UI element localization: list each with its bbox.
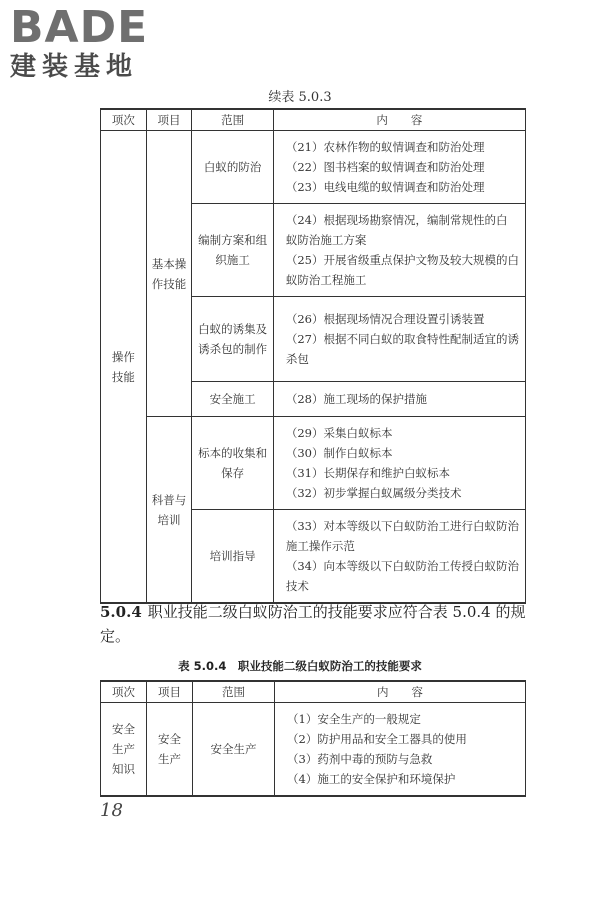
- label-line: 操作: [111, 349, 135, 364]
- content-line: （29）采集白蚁标本: [285, 426, 393, 440]
- content-cell: [273, 204, 525, 297]
- content-cell: [273, 417, 525, 510]
- content-line: （3）药剂中毒的预防与急救: [287, 752, 433, 766]
- content-line: （4）施工的安全保护和环境保护: [287, 772, 456, 786]
- range-cell: 编制方案和组织施工: [192, 204, 273, 297]
- header-index: 项次: [101, 681, 147, 703]
- content-line: （22）图书档案的蚁情调查和防治处理: [285, 160, 485, 174]
- category-label: [101, 719, 146, 779]
- content-line: （28）施工现场的保护措施: [285, 392, 427, 406]
- content-line: （34）向本等级以下白蚁防治工传授白蚁防治: [285, 559, 519, 573]
- label-line: 生产: [112, 742, 135, 756]
- header-item: 项目: [147, 681, 193, 703]
- content-line: （33）对本等级以下白蚁防治工进行白蚁防治: [285, 519, 519, 533]
- content-line: 技术: [285, 579, 309, 593]
- section-body: 职业技能二级白蚁防治工的技能要求应符合表 5.0.4 的规定。: [100, 603, 526, 645]
- table1-header-row: [101, 109, 526, 131]
- logo: [10, 4, 180, 82]
- content-line: （1）安全生产的一般规定: [287, 712, 421, 726]
- content-line: （31）长期保存和维护白蚁标本: [285, 466, 450, 480]
- group-label: [147, 254, 192, 294]
- header-index: 项次: [101, 109, 147, 131]
- group-label: [147, 729, 192, 769]
- content-line: 施工操作示范: [285, 539, 355, 553]
- label-line: 培训: [157, 512, 181, 527]
- category-label: [101, 347, 146, 387]
- content-cell: [273, 131, 525, 204]
- table1: [100, 108, 526, 604]
- header-content: 内 容: [275, 681, 526, 703]
- label-line: 基本操: [151, 256, 187, 271]
- header-range: 范围: [193, 681, 275, 703]
- table-row: [101, 703, 526, 797]
- label-line: 科普与: [151, 492, 187, 507]
- label-line: 知识: [112, 762, 135, 776]
- content-line: （25）开展省级重点保护文物及较大规模的白: [285, 253, 519, 267]
- category-cell: [101, 703, 147, 797]
- group-cell: [147, 703, 193, 797]
- content-line: （23）电线电缆的蚁情调查和防治处理: [285, 180, 485, 194]
- table-row: [101, 417, 526, 510]
- label-line: 技能: [111, 369, 135, 384]
- header-range: 范围: [192, 109, 273, 131]
- content-line: （21）农林作物的蚁情调查和防治处理: [285, 140, 485, 154]
- label-line: 生产: [158, 752, 181, 766]
- content-line: （2）防护用品和安全工器具的使用: [287, 732, 467, 746]
- header-content: 内 容: [273, 109, 525, 131]
- range-cell: 培训指导: [192, 510, 273, 604]
- logo-brand: BADE: [10, 2, 149, 53]
- content-cell: [273, 382, 525, 417]
- table2-caption: 表 5.0.4 职业技能二级白蚁防治工的技能要求: [178, 659, 422, 673]
- content-line: （24）根据现场勘察情况，编制常规性的白: [285, 213, 508, 227]
- table2-header-row: [101, 681, 526, 703]
- page-number: 18: [100, 800, 123, 821]
- label-line: 作技能: [151, 276, 187, 291]
- table1-caption: 续表 5.0.3: [268, 90, 332, 105]
- content-line: 蚁防治施工方案: [285, 233, 367, 247]
- range-cell: 安全生产: [193, 703, 275, 797]
- table2: [100, 680, 526, 797]
- content-line: 杀包: [285, 352, 309, 366]
- section-number: 5.0.4: [100, 603, 142, 621]
- content-cell: [275, 703, 526, 797]
- content-line: （27）根据不同白蚁的取食特性配制适宜的诱: [285, 332, 519, 346]
- content-cell: [273, 297, 525, 382]
- range-cell: 白蚁的诱集及诱杀包的制作: [192, 297, 273, 382]
- content-line: （32）初步掌握白蚁属级分类技术: [285, 486, 462, 500]
- logo-subtitle: 建装基地: [10, 52, 139, 82]
- content-line: （30）制作白蚁标本: [285, 446, 393, 460]
- label-line: 安全: [158, 732, 181, 746]
- group-cell: [146, 417, 192, 604]
- group-label: [147, 490, 192, 530]
- content-line: （26）根据现场情况合理设置引诱装置: [285, 312, 485, 326]
- content-cell: [273, 510, 525, 604]
- table-row: [101, 131, 526, 204]
- content-line: 蚁防治工程施工: [285, 273, 367, 287]
- header-item: 项目: [146, 109, 192, 131]
- range-cell: 白蚁的防治: [192, 131, 273, 204]
- group-cell: [146, 131, 192, 417]
- section-paragraph: [100, 600, 530, 648]
- category-cell: [101, 131, 147, 604]
- range-cell: 安全施工: [192, 382, 273, 417]
- range-cell: 标本的收集和保存: [192, 417, 273, 510]
- label-line: 安全: [112, 722, 135, 736]
